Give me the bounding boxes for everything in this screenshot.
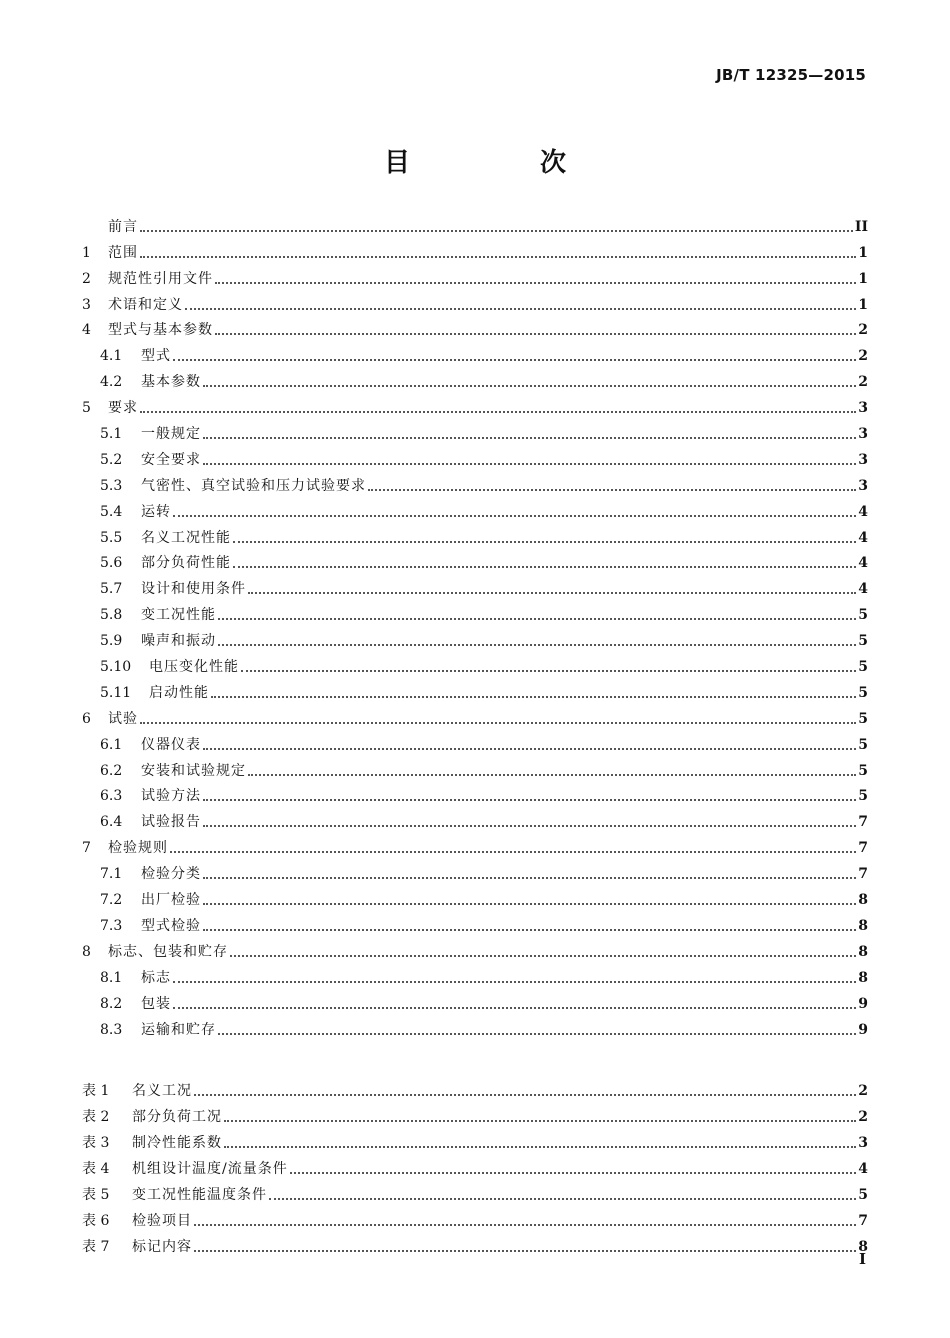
toc-entry-page: 2 [858, 348, 868, 365]
toc-entry[interactable] [82, 961, 868, 987]
toc-entry-page: 5 [858, 762, 868, 779]
toc-entry-number: 4.1 [100, 348, 123, 365]
toc-entry-page: 8 [858, 943, 868, 960]
dot-leader [140, 255, 856, 258]
dot-leader [233, 565, 856, 568]
toc-entry[interactable] [82, 857, 868, 883]
toc-entry[interactable] [82, 210, 868, 236]
toc-entry-page: 8 [858, 1238, 868, 1255]
toc-entry-page: 5 [858, 607, 868, 624]
dot-leader [290, 1171, 857, 1174]
toc-entry-label: 型式检验 [141, 917, 201, 934]
dot-leader [218, 617, 856, 620]
toc-entry[interactable] [82, 702, 868, 728]
toc-entry-label: 前言 [108, 218, 138, 235]
toc-entry-label: 要求 [108, 400, 138, 417]
toc-entry-number: 8.1 [100, 969, 123, 986]
toc-entry[interactable] [82, 469, 868, 495]
toc-entry-label: 范围 [108, 244, 138, 261]
toc-entry-label: 名义工况 [132, 1083, 192, 1100]
toc-entry-label: 制冷性能系数 [132, 1135, 222, 1152]
toc-entry-label: 变工况性能 [141, 607, 216, 624]
toc-entry-label: 噪声和振动 [141, 633, 216, 650]
toc-entry[interactable] [82, 780, 868, 806]
toc-entry-label: 检验项目 [132, 1212, 192, 1229]
dot-leader [269, 1197, 856, 1200]
dot-leader [140, 229, 853, 232]
toc-entry-number: 5.8 [100, 607, 123, 624]
toc-entry-page: 5 [858, 710, 868, 727]
toc-entry-page: 4 [858, 555, 868, 572]
dot-leader [194, 1249, 856, 1252]
dot-leader [173, 358, 856, 361]
toc-entry-page: 4 [858, 581, 868, 598]
toc-section-list [82, 210, 868, 1039]
toc-entry[interactable] [82, 288, 868, 314]
toc-entry-label: 标记内容 [132, 1238, 192, 1255]
toc-entry-page: 1 [858, 270, 868, 287]
toc-entry-label: 安装和试验规定 [141, 762, 246, 779]
toc-entry[interactable] [82, 443, 868, 469]
toc-entry-page: 2 [858, 322, 868, 339]
toc-entry-number: 6 [82, 710, 91, 727]
toc-entry-page: 2 [858, 1083, 868, 1100]
toc-entry-number: 6.2 [100, 762, 123, 779]
toc-entry-number: 表 7 [82, 1238, 110, 1255]
toc-entry-label: 出厂检验 [141, 892, 201, 909]
toc-entry-number: 5.9 [100, 633, 123, 650]
toc-entry-number: 5.4 [100, 503, 123, 520]
dot-leader [215, 332, 856, 335]
toc-entry-page: 5 [858, 659, 868, 676]
toc-entry-page: 5 [858, 633, 868, 650]
dot-leader [248, 773, 856, 776]
toc-entry-page: 5 [858, 788, 868, 805]
toc-entry-label: 机组设计温度/流量条件 [132, 1161, 288, 1178]
toc-entry-number: 表 2 [82, 1109, 110, 1126]
table-list-entry[interactable] [82, 1178, 868, 1204]
dot-leader [173, 1006, 856, 1009]
toc-entry-number: 8.2 [100, 995, 123, 1012]
toc-entry-number: 2 [82, 270, 91, 287]
toc-entry-number: 5.11 [100, 684, 132, 701]
toc-entry-page: II [854, 218, 868, 235]
table-list-entry[interactable] [82, 1204, 868, 1230]
toc-entry[interactable] [82, 676, 868, 702]
dot-leader [140, 410, 856, 413]
dot-leader [203, 824, 856, 827]
dot-leader [218, 1032, 856, 1035]
dot-leader [224, 1145, 856, 1148]
toc-entry-label: 一般规定 [141, 426, 201, 443]
toc-entry-number: 5.7 [100, 581, 123, 598]
page-number: I [858, 1250, 866, 1268]
toc-entry-label: 试验报告 [141, 814, 201, 831]
toc-entry[interactable] [82, 365, 868, 391]
toc-entry-page: 2 [858, 374, 868, 391]
dot-leader [203, 462, 856, 465]
dot-leader [368, 488, 856, 491]
toc-entry[interactable] [82, 909, 868, 935]
toc-entry[interactable] [82, 339, 868, 365]
dot-leader [194, 1093, 856, 1096]
dot-leader [203, 384, 856, 387]
toc-entry-number: 8.3 [100, 1021, 123, 1038]
toc-entry-label: 规范性引用文件 [108, 270, 213, 287]
toc-entry-number: 6.4 [100, 814, 123, 831]
toc-entry-page: 8 [858, 892, 868, 909]
toc-gap [82, 1039, 868, 1075]
toc-entry-number: 3 [82, 296, 91, 313]
toc-entry[interactable] [82, 417, 868, 443]
toc-entry-label: 名义工况性能 [141, 529, 231, 546]
toc-entry-page: 3 [858, 1135, 868, 1152]
toc-entry-label: 包装 [141, 995, 171, 1012]
toc-entry-label: 安全要求 [141, 451, 201, 468]
dot-leader [230, 954, 856, 957]
toc-entry-label: 仪器仪表 [141, 736, 201, 753]
toc-entry-label: 术语和定义 [108, 296, 183, 313]
toc-entry-page: 7 [858, 1212, 868, 1229]
toc-entry-page: 7 [858, 866, 868, 883]
toc-entry-page: 4 [858, 529, 868, 546]
dot-leader [203, 902, 856, 905]
toc-entry-number: 表 3 [82, 1135, 110, 1152]
toc-entry-page: 5 [858, 1186, 868, 1203]
toc-entry[interactable] [82, 495, 868, 521]
toc-entry[interactable] [82, 987, 868, 1013]
toc-entry[interactable] [82, 314, 868, 340]
toc-entry-page: 7 [858, 840, 868, 857]
dot-leader [248, 591, 856, 594]
toc-entry-number: 5.10 [100, 659, 132, 676]
dot-leader [173, 980, 856, 983]
toc-entry-page: 9 [858, 995, 868, 1012]
toc-entry[interactable] [82, 935, 868, 961]
standard-code: JB/T 12325—2015 [716, 66, 866, 84]
toc-entry[interactable] [82, 624, 868, 650]
toc-entry[interactable] [82, 728, 868, 754]
toc-entry-label: 运输和贮存 [141, 1021, 216, 1038]
toc-entry-label: 标志 [141, 969, 171, 986]
dot-leader [215, 281, 856, 284]
toc-entry-page: 4 [858, 503, 868, 520]
toc-entry-number: 表 1 [82, 1083, 110, 1100]
toc-entry-page: 3 [858, 477, 868, 494]
page-title: 目 次 [383, 148, 618, 178]
dot-leader [211, 695, 856, 698]
toc-entry[interactable] [82, 262, 868, 288]
toc-entry-label: 部分负荷工况 [132, 1109, 222, 1126]
dot-leader [203, 798, 856, 801]
toc-entry-label: 检验分类 [141, 866, 201, 883]
toc-entry[interactable] [82, 650, 868, 676]
dot-leader [185, 307, 856, 310]
dot-leader [203, 747, 856, 750]
toc-entry[interactable] [82, 805, 868, 831]
toc-entry-page: 5 [858, 684, 868, 701]
toc-entry-label: 标志、包装和贮存 [108, 943, 228, 960]
toc-entry[interactable] [82, 598, 868, 624]
dot-leader [203, 436, 856, 439]
dot-leader [241, 669, 856, 672]
toc-entry-number: 表 4 [82, 1161, 110, 1178]
toc-entry-page: 1 [858, 244, 868, 261]
toc-entry-page: 7 [858, 814, 868, 831]
table-list-entry[interactable] [82, 1230, 868, 1256]
table-of-contents [82, 210, 868, 1256]
toc-entry-page: 8 [858, 917, 868, 934]
toc-entry-number: 7.2 [100, 892, 123, 909]
dot-leader [203, 876, 856, 879]
toc-entry-page: 9 [858, 1021, 868, 1038]
toc-entry-page: 1 [858, 296, 868, 313]
table-list-entry[interactable] [82, 1126, 868, 1152]
toc-entry-label: 变工况性能温度条件 [132, 1186, 267, 1203]
toc-entry-number: 4.2 [100, 374, 123, 391]
dot-leader [218, 643, 856, 646]
toc-entry-label: 运转 [141, 503, 171, 520]
toc-entry[interactable] [82, 572, 868, 598]
toc-entry-number: 7.1 [100, 866, 123, 883]
toc-entry[interactable] [82, 391, 868, 417]
toc-entry-label: 试验 [108, 710, 138, 727]
toc-entry-number: 5 [82, 400, 91, 417]
toc-entry-number: 表 5 [82, 1186, 110, 1203]
toc-entry-label: 检验规则 [108, 840, 168, 857]
toc-entry[interactable] [82, 1013, 868, 1039]
toc-entry-number: 7 [82, 840, 91, 857]
toc-entry[interactable] [82, 236, 868, 262]
toc-entry-label: 电压变化性能 [149, 659, 239, 676]
toc-entry-page: 3 [858, 400, 868, 417]
toc-table-list [82, 1075, 868, 1256]
dot-leader [170, 850, 856, 853]
dot-leader [224, 1119, 856, 1122]
toc-entry[interactable] [82, 831, 868, 857]
dot-leader [173, 514, 856, 517]
toc-entry[interactable] [82, 521, 868, 547]
toc-entry-number: 表 6 [82, 1212, 110, 1229]
toc-entry-label: 型式与基本参数 [108, 322, 213, 339]
toc-entry-label: 设计和使用条件 [141, 581, 246, 598]
toc-entry-number: 5.6 [100, 555, 123, 572]
toc-entry-page: 4 [858, 1161, 868, 1178]
toc-entry[interactable] [82, 883, 868, 909]
toc-entry-label: 气密性、真空试验和压力试验要求 [141, 477, 366, 494]
toc-entry-label: 启动性能 [149, 684, 209, 701]
toc-entry[interactable] [82, 754, 868, 780]
toc-entry-page: 3 [858, 451, 868, 468]
dot-leader [203, 928, 856, 931]
toc-entry-number: 6.1 [100, 736, 123, 753]
toc-entry-number: 4 [82, 322, 91, 339]
dot-leader [233, 540, 856, 543]
toc-entry-label: 试验方法 [141, 788, 201, 805]
toc-entry-number: 7.3 [100, 917, 123, 934]
table-list-entry[interactable] [82, 1152, 868, 1178]
toc-entry-number: 6.3 [100, 788, 123, 805]
dot-leader [140, 721, 856, 724]
toc-entry-number: 5.5 [100, 529, 123, 546]
toc-entry-page: 3 [858, 426, 868, 443]
toc-entry[interactable] [82, 547, 868, 573]
toc-entry-label: 基本参数 [141, 374, 201, 391]
toc-entry-page: 8 [858, 969, 868, 986]
toc-entry-number: 1 [82, 244, 91, 261]
table-list-entry[interactable] [82, 1075, 868, 1101]
toc-entry-number: 5.1 [100, 426, 123, 443]
toc-entry-label: 型式 [141, 348, 171, 365]
dot-leader [194, 1223, 856, 1226]
toc-entry-number: 5.3 [100, 477, 123, 494]
table-list-entry[interactable] [82, 1100, 868, 1126]
toc-entry-page: 5 [858, 736, 868, 753]
toc-entry-number: 5.2 [100, 451, 123, 468]
toc-entry-label: 部分负荷性能 [141, 555, 231, 572]
toc-entry-page: 2 [858, 1109, 868, 1126]
toc-entry-number: 8 [82, 943, 91, 960]
